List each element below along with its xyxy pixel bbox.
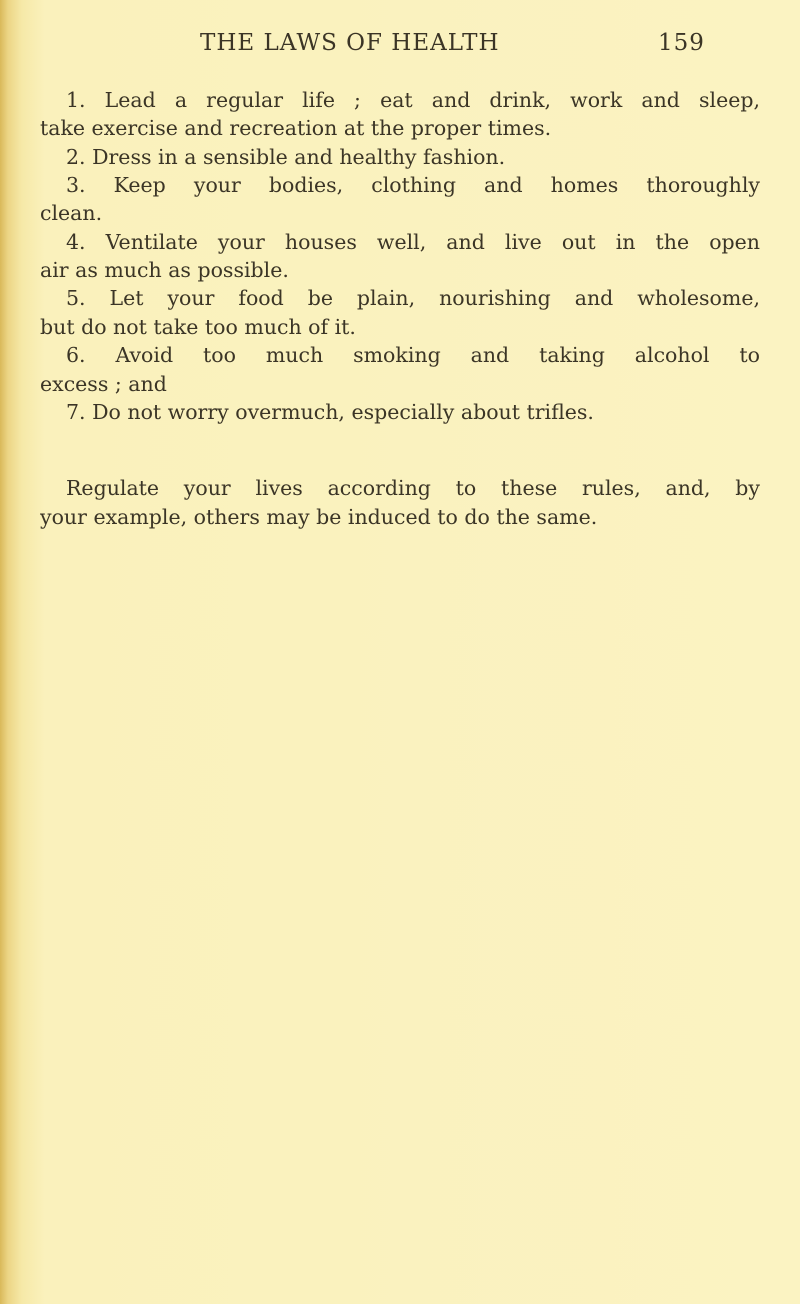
rule-7: 7. Do not worry overmuch, especially about trifles.: [66, 400, 594, 424]
closing-line-2: your example, others may be induced to do the same.: [40, 505, 598, 529]
rule-3-line-1: 3. Keep your bodies, clothing and homes thoroughly: [66, 173, 760, 197]
page-number: 159: [658, 30, 705, 56]
rule-6-line-1: 6. Avoid too much smoking and taking alcohol to: [66, 343, 760, 367]
rule-6-line-2: excess ; and: [40, 372, 167, 396]
rule-1-line-2: take exercise and recreation at the proper times.: [40, 116, 552, 140]
rule-4-line-1: 4. Ventilate your houses well, and live out in the open: [66, 230, 760, 254]
rule-1-line-1: 1. Lead a regular life ; eat and drink, work and sleep,: [66, 88, 760, 112]
rule-5-line-2: but do not take too much of it.: [40, 315, 356, 339]
running-title: THE LAWS OF HEALTH: [200, 30, 500, 56]
rule-2: 2. Dress in a sensible and healthy fashion.: [66, 145, 506, 169]
rule-5-line-1: 5. Let your food be plain, nourishing and wholesome,: [66, 286, 760, 310]
closing-line-1: Regulate your lives according to these rules, and, by: [66, 476, 760, 500]
rule-4-line-2: air as much as possible.: [40, 258, 289, 282]
rule-3-line-2: clean.: [40, 201, 103, 225]
